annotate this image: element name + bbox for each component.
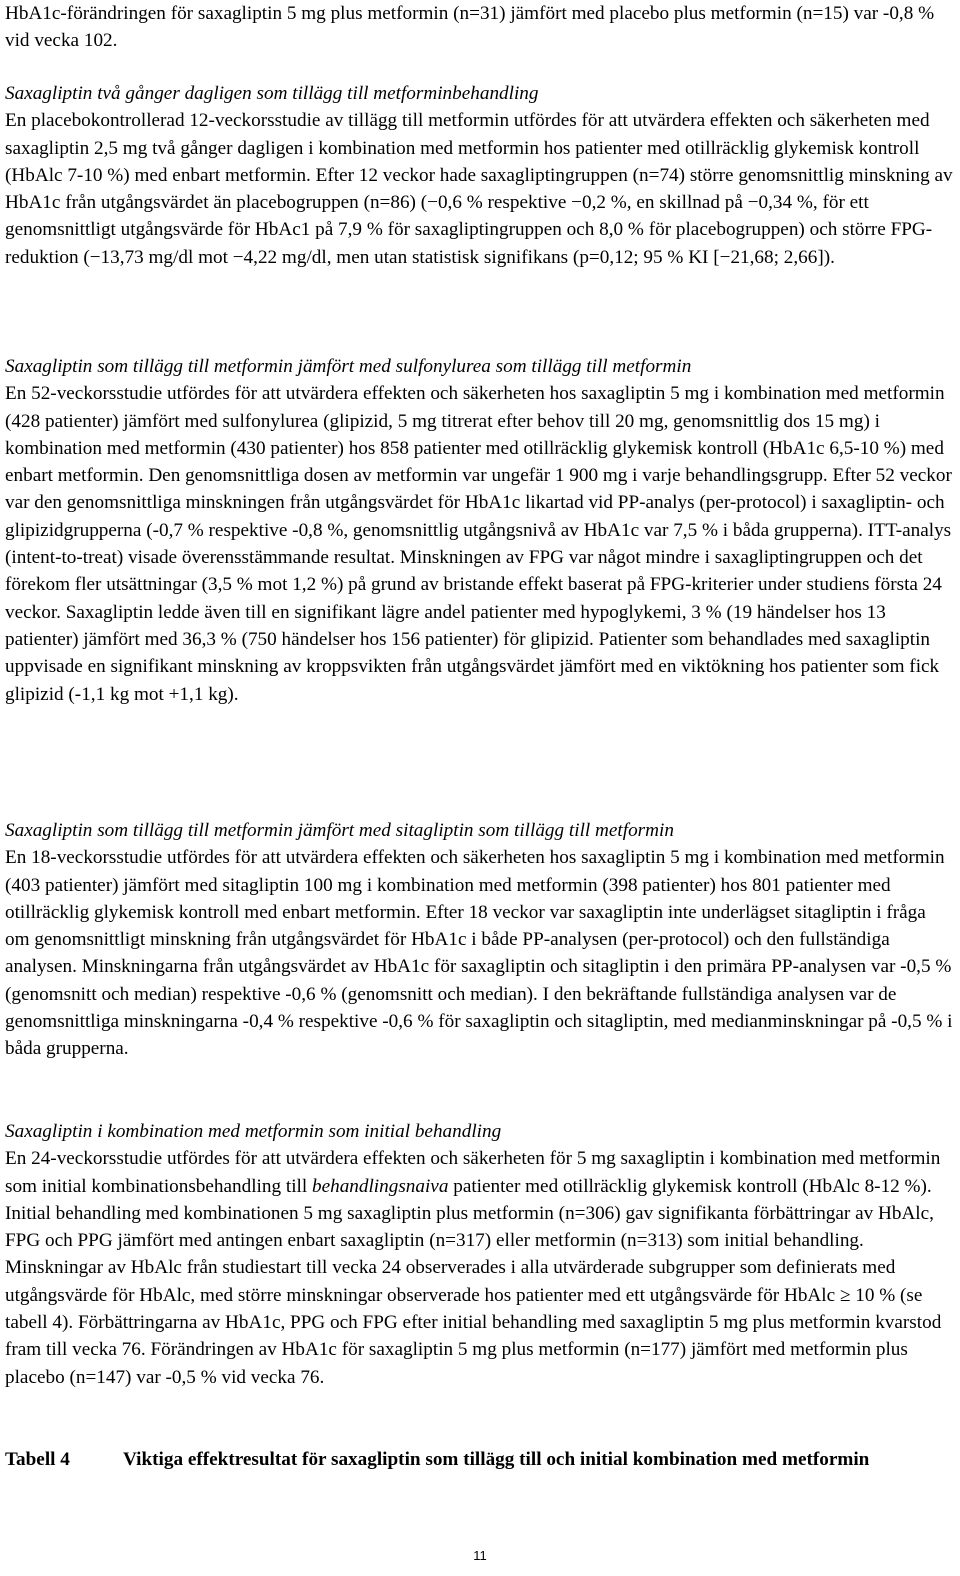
body-text: patienter med otillräcklig glykemisk kontroll (HbAlc 8-12 %). Initial behandling med kombinationen 5 mg saxagliptin plus metformin (n=306) gav signifikanta förbättringar av HbAlc, FPG och PPG jämfört med antingen enbart saxagliptin (n=317) eller metformin (n=313) som initial behandling. Minskningar av HbAlc från studiestart till vecka 24 observerades i alla utvärderade subgrupper som definierats med utgångsvärde för HbAlc, med större minskningar observerade hos patienter med ett utgångsvärde för HbAlc ≥ 10 % (se tabell 4). Förbättringarna av HbA1c, PPG och FPG efter initial behandling med saxagliptin 5 mg plus metformin kvarstod fram till vecka 76. Förändringen av HbA1c för saxagliptin 5 mg plus metformin (n=177) jämfört med metformin plus placebo (n=147) var -0,5 % vid vecka 76. bbox=[5, 1175, 942, 1388]
section-heading: Saxagliptin två gånger dagligen som tillägg till metforminbehandling bbox=[5, 83, 539, 104]
section-body: En 18-veckorsstudie utfördes för att utvärdera effekten och säkerheten hos saxagliptin 5 mg i kombination med metformin (403 patienter) jämfört med sitagliptin 100 mg i kombination med metformin (398 patienter) hos 801 patienter med otillräcklig glykemisk kontroll med enbart metformin. Efter 18 veckor var saxagliptin inte underlägset sitagliptin i fråga om genomsnittligt minskning från utgångsvärdet för HbA1c i både PP-analysen (per-protocol) och den fullständiga analysen. Minskningarna från utgångsvärdet av HbA1c för saxagliptin och sitagliptin i den primära PP-analysen var -0,5 % (genomsnitt och median) respektive -0,6 % (genomsnitt och median). I den bekräftande fullständiga analysen var de genomsnittliga minskningarna -0,4 % respektive -0,6 % för saxagliptin och sitagliptin, med medianminskningar på -0,5 % i båda grupperna. bbox=[5, 847, 953, 1060]
emphasis-text: behandlingsnaiva bbox=[311, 1175, 449, 1197]
section-heading: Saxagliptin som tillägg till metformin jämfört med sulfonylurea som tillägg till metformin bbox=[5, 356, 692, 377]
section-body bbox=[5, 1145, 955, 1391]
paragraph-intro: HbA1c-förändringen för saxagliptin 5 mg plus metformin (n=31) jämfört med placebo plus metformin (n=15) var -0,8 % vid vecka 102. bbox=[5, 3, 935, 52]
page-number: 11 bbox=[473, 1548, 487, 1563]
section-initial-therapy bbox=[5, 1118, 955, 1391]
table-title: Viktiga effektresultat för saxagliptin som tillägg till och initial kombination med metformin bbox=[123, 1449, 870, 1470]
table-caption bbox=[5, 1446, 955, 1473]
section-vs-sitagliptin bbox=[5, 817, 955, 1063]
section-heading: Saxagliptin som tillägg till metformin jämfört med sitagliptin som tillägg till metformin bbox=[5, 820, 674, 841]
section-twice-daily bbox=[5, 80, 955, 271]
section-heading: Saxagliptin i kombination med metformin som initial behandling bbox=[5, 1121, 502, 1142]
table-label: Tabell 4 bbox=[5, 1449, 70, 1470]
section-body: En 52-veckorsstudie utfördes för att utvärdera effekten och säkerheten hos saxagliptin 5 mg i kombination med metformin (428 patienter) jämfört med sulfonylurea (glipizid, 5 mg titrerat efter behov till 20 mg, genomsnittlig dos 15 mg) i kombination med metformin (430 patienter) hos 858 patienter med otillräcklig glykemisk kontroll (HbA1c 6,5-10 %) med enbart metformin. Den genomsnittliga dosen av metformin var ungefär 1 900 mg i varje behandlingsgrupp. Efter 52 veckor var den genomsnittliga minskningen från utgångsvärdet för HbA1c likartad vid PP-analys (per-protocol) i saxagliptin- och glipizidgrupperna (-0,7 % respektive -0,8 %, genomsnittlig utgångsnivå av HbA1c var 7,5 % i båda grupperna). ITT-analys (intent-to-treat) visade överensstämmande resultat. Minskningen av FPG var något mindre i saxagliptingruppen och det förekom fler utsättningar (3,5 % mot 1,2 %) på grund av bristande effekt baserat på FPG-kriterier under studiens första 24 veckor. Saxagliptin ledde även till en signifikant lägre andel patienter med hypoglykemi, 3 % (19 händelser hos 13 patienter) jämfört med 36,3 % (750 händelser hos 156 patienter) för glipizid. Patienter som behandlades med saxagliptin uppvisade en signifikant minskning av kroppsvikten från utgångsvärdet jämfört med en viktökning hos patienter som fick glipizid (-1,1 kg mot +1,1 kg). bbox=[5, 383, 952, 705]
section-body: En placebokontrollerad 12-veckorsstudie av tillägg till metformin utfördes för att utvärdera effekten och säkerheten med saxagliptin 2,5 mg två gånger dagligen i kombination med metformin hos patienter med otillräcklig glykemisk kontroll (HbAlc 7-10 %) med enbart metformin. Efter 12 veckor hade saxagliptingruppen (n=74) större genomsnittlig minskning av HbA1c från utgångsvärdet än placebogruppen (n=86) (−0,6 % respektive −0,2 %, en skillnad på −0,34 %, för ett genomsnittligt utgångsvärde för HbAc1 på 7,9 % för saxagliptingruppen och 8,0 % för placebogruppen) och större FPG-reduktion (−13,73 mg/dl mot −4,22 mg/dl, men utan statistisk signifikans (p=0,12; 95 % KI [−21,68; 2,66]). bbox=[5, 110, 953, 268]
section-vs-sulfonylurea bbox=[5, 353, 955, 708]
body-text: En 24-veckorsstudie utfördes för att utvärdera effekten och säkerheten för 5 mg saxagliptin i kombination med metformin som initial kombinationsbehandling till bbox=[5, 1148, 941, 1197]
